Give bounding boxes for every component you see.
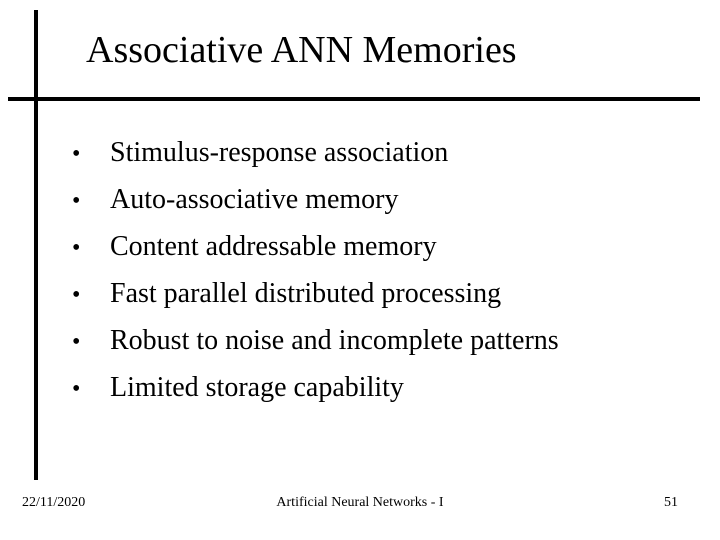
footer-course-title: Artificial Neural Networks - I bbox=[276, 495, 444, 510]
bullet-dot-icon: • bbox=[72, 188, 81, 214]
footer-date: 22/11/2020 bbox=[22, 495, 86, 510]
bullet-item bbox=[72, 130, 559, 177]
bullet-text: Stimulus-response association bbox=[110, 137, 449, 168]
bullet-item bbox=[72, 177, 559, 224]
bullet-item bbox=[72, 271, 559, 318]
footer-page-number: 51 bbox=[664, 495, 678, 510]
bullet-list bbox=[72, 130, 559, 412]
bullet-dot-icon: • bbox=[72, 329, 81, 355]
bullet-item bbox=[72, 365, 559, 412]
bullet-text: Limited storage capability bbox=[110, 372, 404, 403]
bullet-dot-icon: • bbox=[72, 235, 81, 261]
bullet-text: Content addressable memory bbox=[110, 231, 437, 262]
bullet-text: Robust to noise and incomplete patterns bbox=[110, 325, 559, 356]
horizontal-rule bbox=[8, 97, 700, 101]
bullet-item bbox=[72, 318, 559, 365]
bullet-item bbox=[72, 224, 559, 271]
bullet-dot-icon: • bbox=[72, 141, 81, 167]
bullet-text: Auto-associative memory bbox=[110, 184, 399, 215]
bullet-text: Fast parallel distributed processing bbox=[110, 278, 502, 309]
bullet-dot-icon: • bbox=[72, 376, 81, 402]
bullet-dot-icon: • bbox=[72, 282, 81, 308]
vertical-rule bbox=[34, 10, 38, 480]
slide-title: Associative ANN Memories bbox=[86, 29, 517, 71]
